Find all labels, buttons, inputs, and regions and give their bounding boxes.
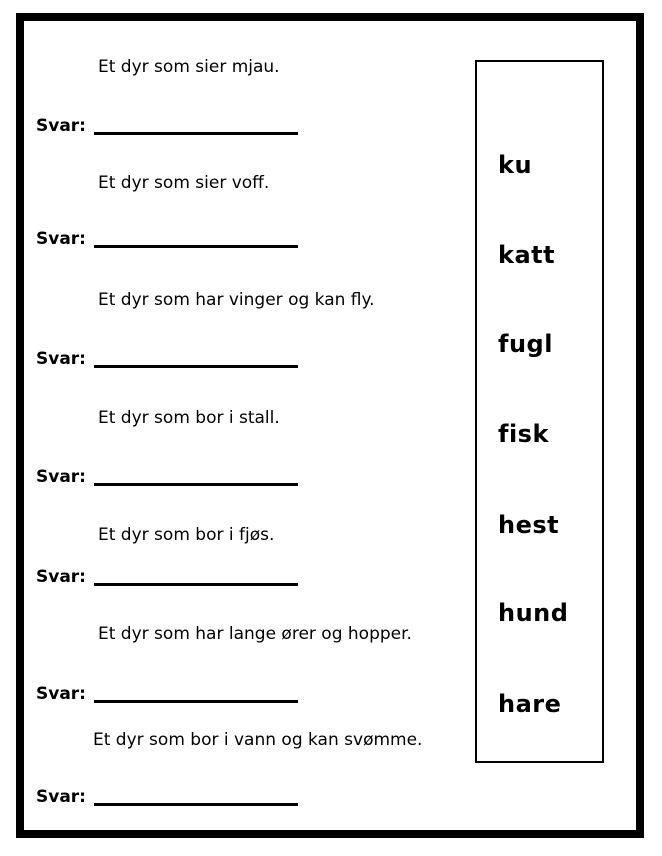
answer-row [36,348,298,370]
word-bank-item: hest [498,511,560,539]
word-bank-item: fugl [498,330,553,358]
answer-label: Svar: [36,787,86,807]
question-prompt: Et dyr som bor i stall. [98,408,280,428]
answer-blank[interactable] [94,351,298,368]
word-bank-item: hund [498,599,569,627]
question-prompt: Et dyr som har lange ører og hopper. [98,624,412,644]
word-bank-item: hare [498,690,562,718]
answer-row [36,228,298,250]
answer-blank[interactable] [94,569,298,586]
word-bank-item: ku [498,151,533,179]
answer-label: Svar: [36,229,86,249]
answer-row [36,466,298,488]
word-bank-item: fisk [498,420,549,448]
question-prompt: Et dyr som sier voff. [98,173,270,193]
answer-blank[interactable] [94,118,298,135]
answer-label: Svar: [36,116,86,136]
answer-label: Svar: [36,467,86,487]
question-prompt: Et dyr som bor i fjøs. [98,525,275,545]
word-bank-item: katt [498,241,556,269]
answer-row [36,683,298,705]
answer-row [36,115,298,137]
word-bank-box [475,60,604,763]
answer-label: Svar: [36,567,86,587]
answer-label: Svar: [36,349,86,369]
answer-blank[interactable] [94,789,298,806]
answer-blank[interactable] [94,231,298,248]
answer-blank[interactable] [94,469,298,486]
answer-row [36,566,298,588]
question-prompt: Et dyr som har vinger og kan fly. [98,290,375,310]
question-prompt: Et dyr som sier mjau. [98,57,280,77]
answer-label: Svar: [36,684,86,704]
question-prompt: Et dyr som bor i vann og kan svømme. [93,730,423,750]
answer-row [36,786,298,808]
answer-blank[interactable] [94,686,298,703]
